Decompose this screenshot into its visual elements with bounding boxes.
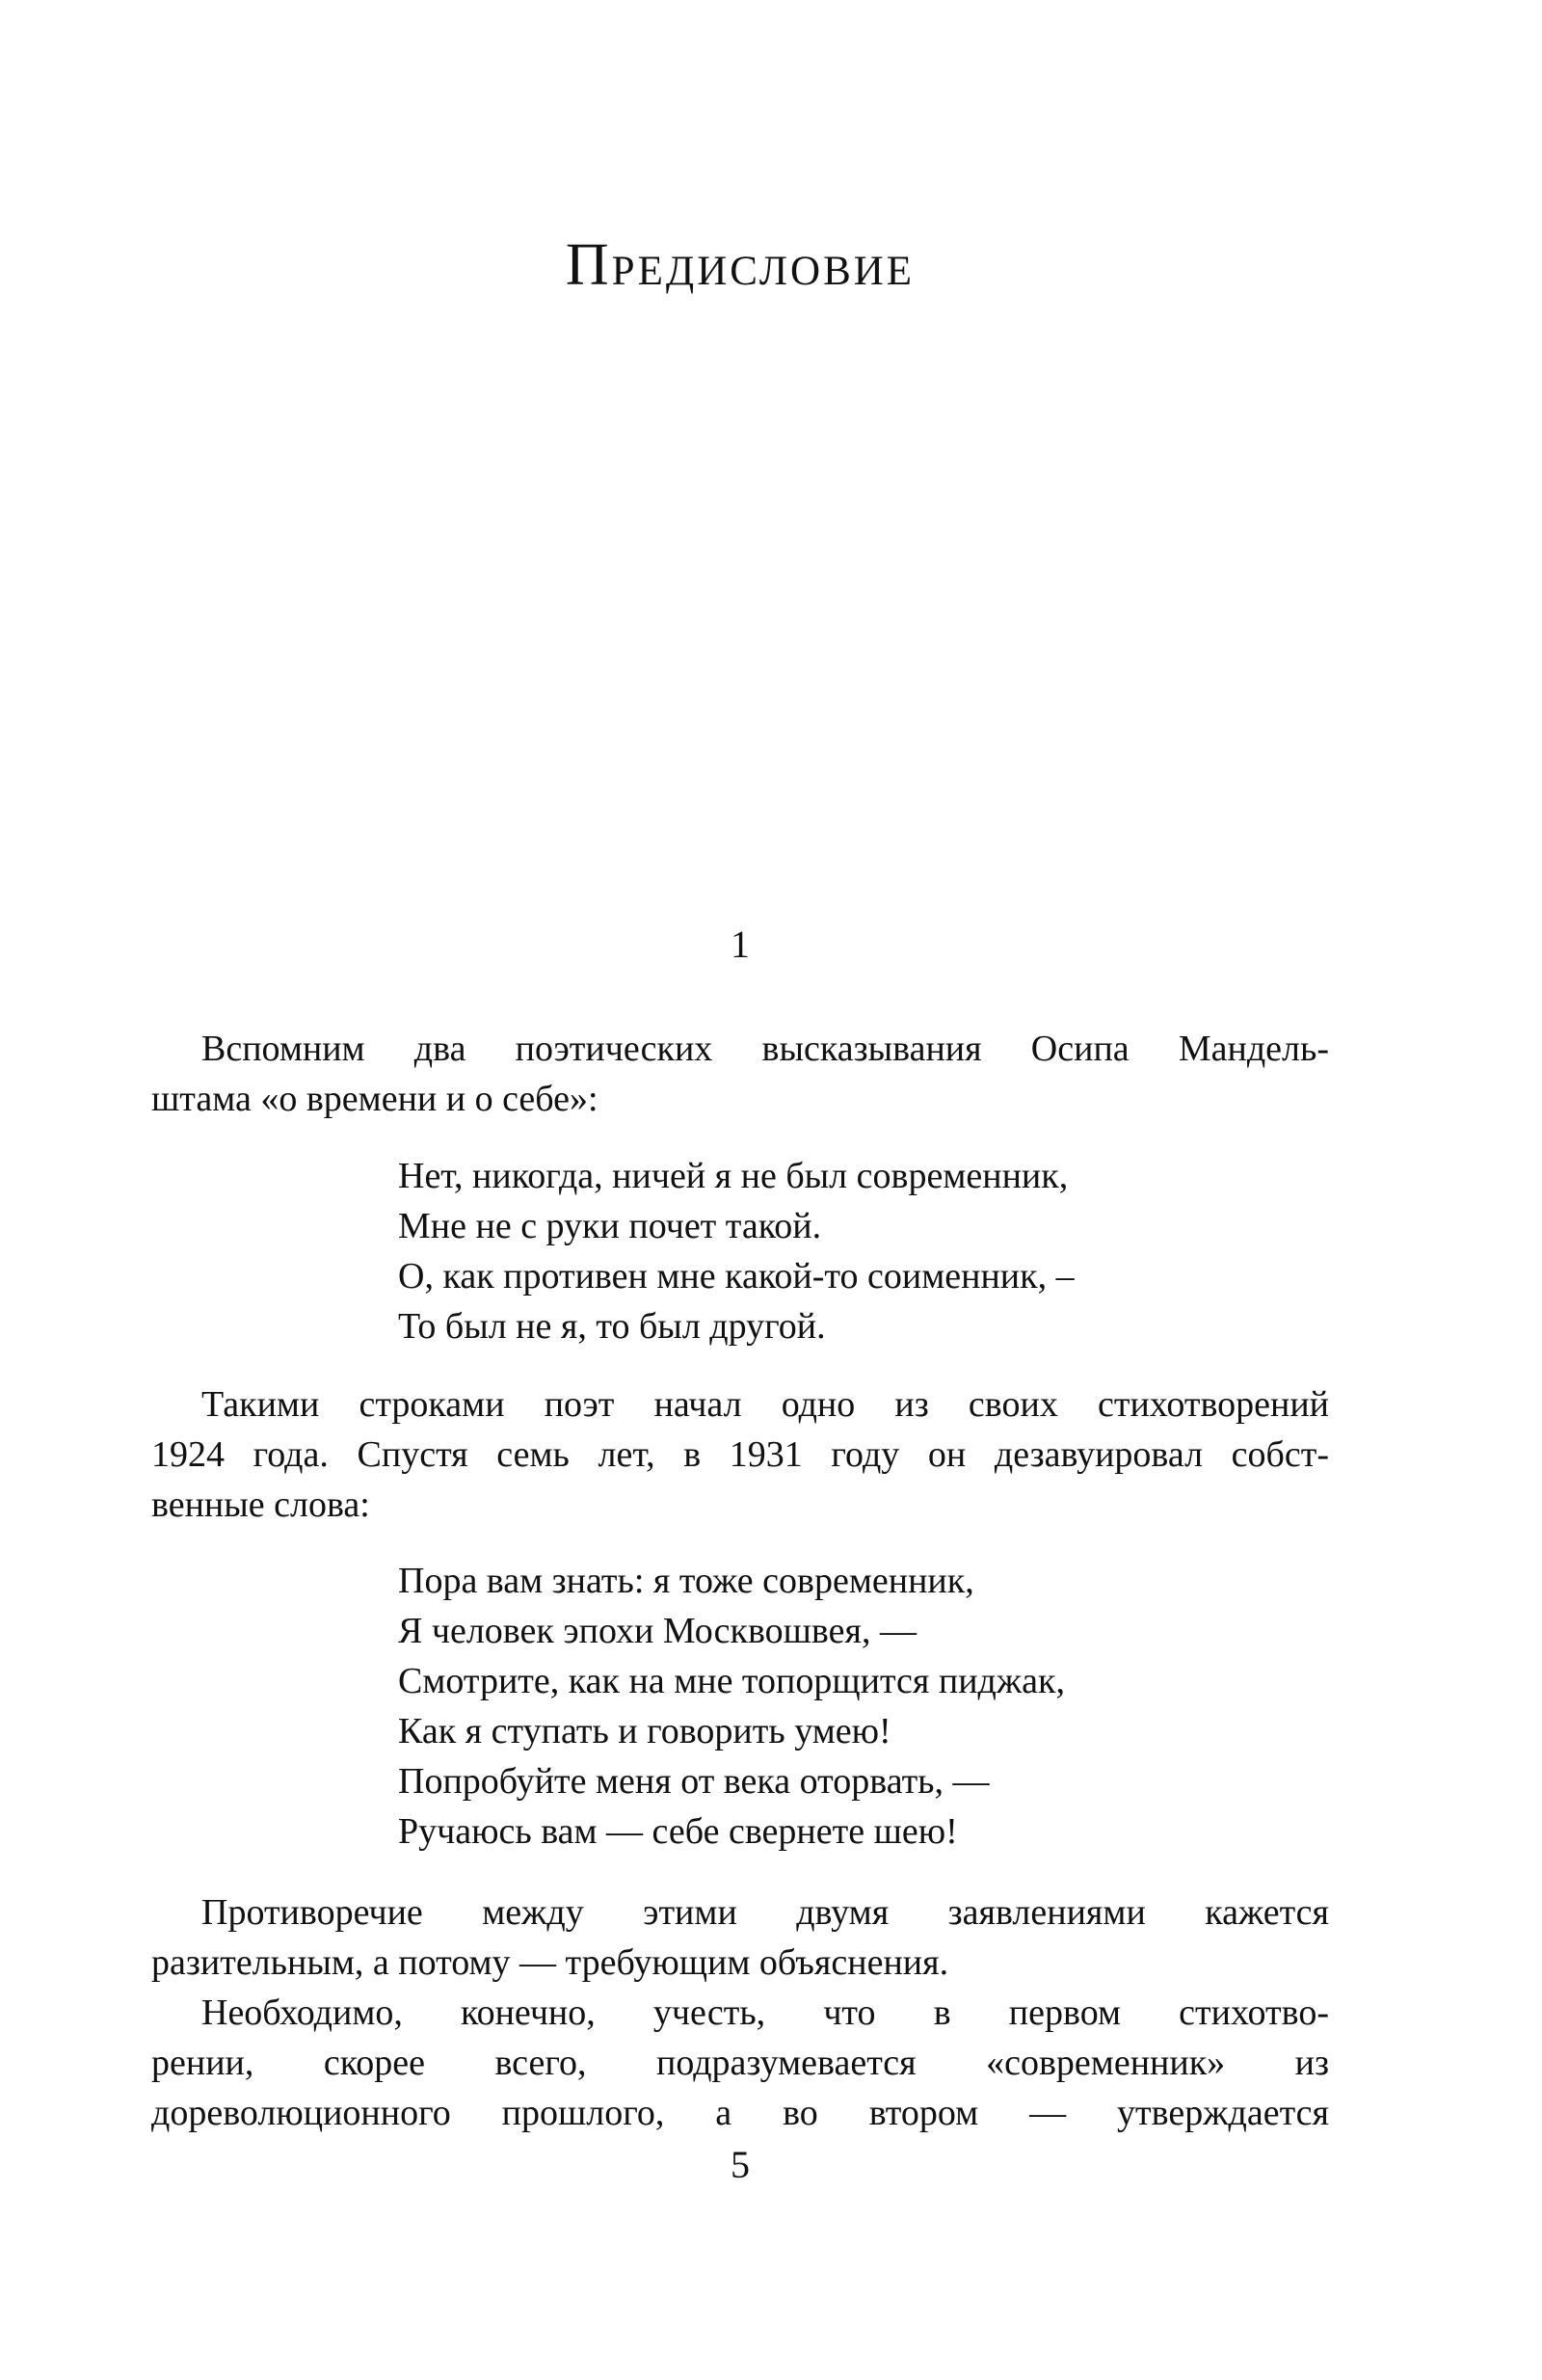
paragraph-line: Такими строками поэт начал одно из своих стихотворений xyxy=(201,1384,1329,1425)
verse-line: Пора вам знать: я тоже современник, xyxy=(398,1561,974,1601)
verse-line: То был не я, то был другой. xyxy=(398,1306,826,1347)
paragraph-2 xyxy=(151,1379,1329,1530)
page-number: 5 xyxy=(731,2143,750,2186)
paragraph-line: дореволюционного прошлого, а во втором — утверждается xyxy=(151,2093,1329,2133)
section-number: 1 xyxy=(731,923,750,966)
paragraph-line: разительным, а потому — требующим объяснения. xyxy=(151,1942,949,1983)
paragraph-3 xyxy=(151,1887,1329,1988)
paragraph-line: штама «о времени и о себе»: xyxy=(151,1079,598,1119)
paragraph-4 xyxy=(151,1988,1329,2138)
paragraph-line: 1924 года. Спустя семь лет, в 1931 году он дезавуировал собст- xyxy=(151,1434,1329,1475)
chapter-title: Предисловие xyxy=(565,232,916,298)
verse-line: Смотрите, как на мне топорщится пиджак, xyxy=(398,1661,1065,1701)
paragraph-line: рении, скорее всего, подразумевается «современник» из xyxy=(151,2043,1329,2083)
verse-stanza-1 xyxy=(398,1151,1075,1351)
verse-line: О, как противен мне какой-то соименник, – xyxy=(398,1256,1075,1297)
paragraph-line: Вспомним два поэтических высказывания Осипа Мандель- xyxy=(201,1029,1329,1069)
verse-line: Я человек эпохи Москвошвея, — xyxy=(398,1611,917,1651)
paragraph-line: Необходимо, конечно, учесть, что в первом стихотво- xyxy=(201,1992,1329,2033)
paragraph-line: Противоречие между этими двумя заявлениями кажется xyxy=(201,1892,1329,1933)
paragraph-1 xyxy=(151,1024,1329,1124)
paragraph-line: венные слова: xyxy=(151,1484,370,1525)
verse-line: Как я ступать и говорить умею! xyxy=(398,1711,891,1752)
verse-line: Попробуйте меня от века оторвать, — xyxy=(398,1761,990,1802)
verse-line: Мне не с руки почет такой. xyxy=(398,1206,822,1246)
verse-line: Нет, никогда, ничей я не был современник, xyxy=(398,1156,1069,1196)
verse-line: Ручаюсь вам — себе свернете шею! xyxy=(398,1811,958,1852)
verse-stanza-2 xyxy=(398,1556,1065,1857)
